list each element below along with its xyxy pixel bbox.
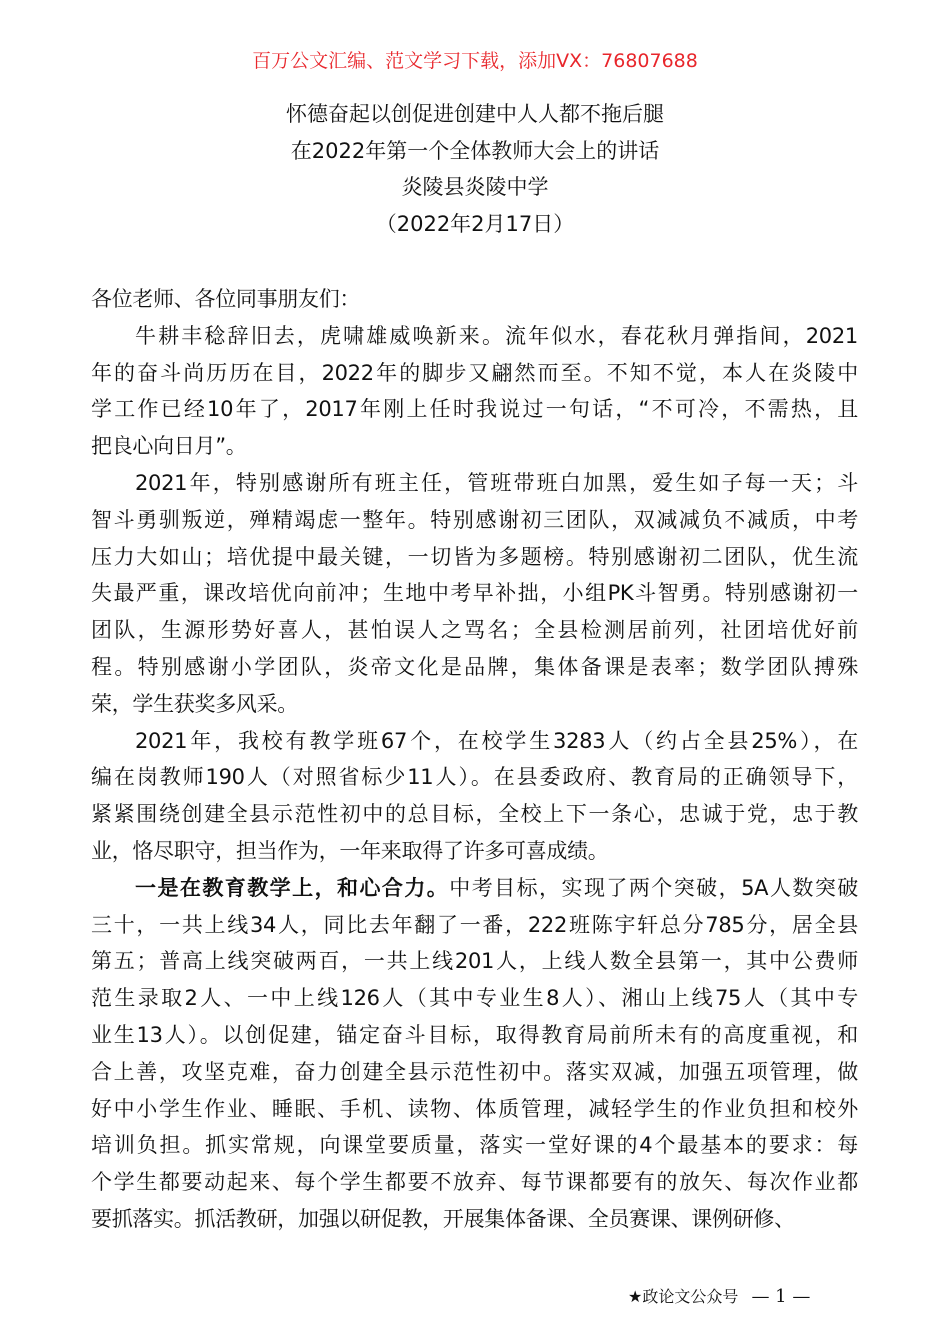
salutation: 各位老师、各位同事朋友们： <box>91 287 361 311</box>
text-line: 智斗勇驯叛逆，殚精竭虑一整年。特别感谢初三团队，双减减负不减质，中考 <box>91 507 858 532</box>
doc-author: 炎陵县炎陵中学 <box>401 175 549 199</box>
text-line: 牛耕丰稔辞旧去，虎啸雄威唤新来。流年似水，春花秋月弹指间，2021 <box>135 323 858 348</box>
doc-title: 怀德奋起以创促进创建中人人都不拖后腿 <box>286 102 664 126</box>
text-line: 合上善，攻坚克难，奋力创建全县示范性初中。落实双减，加强五项管理，做 <box>91 1059 858 1084</box>
text-line: 荣，学生获奖多风采。 <box>91 691 298 716</box>
text-line: 紧紧围绕创建全县示范性初中的总目标，全校上下一条心，忠诚于党，忠于教 <box>91 802 858 827</box>
page-footer <box>628 1284 810 1307</box>
text-line: 失最严重，课改培优向前冲；生地中考早补拙，小组PK斗智勇。特别感谢初一 <box>91 581 858 606</box>
page-number: — 1 — <box>751 1286 811 1307</box>
text-line: 业，恪尽职守，担当作为，一年来取得了许多可喜成绩。 <box>91 838 609 863</box>
text-line: 个学生都要动起来、每个学生都要不放弃、每节课都要有的放矢、每次作业都 <box>91 1170 858 1195</box>
text-line: 压力大如山；培优提中最关键，一切皆为多题榜。特别感谢初二团队，优生流 <box>91 544 858 569</box>
text-line: 编在岗教师190人（对照省标少11人）。在县委政府、教育局的正确领导下， <box>91 765 858 790</box>
text-line: 2021年，特别感谢所有班主任，管班带班白加黑，爱生如子每一天；斗 <box>135 470 858 495</box>
section-heading: 一是在教育教学上，和心合力。 <box>135 875 450 900</box>
paragraph <box>91 870 858 1238</box>
text-line: 三十，一共上线34人，同比去年翻了一番，222班陈宇轩总分785分，居全县 <box>91 912 858 937</box>
text-span: 中考目标，实现了两个突破，5A人数突破 <box>449 875 858 900</box>
text-line: 范生录取2人、一中上线126人（其中专业生8人）、湘山上线75人（其中专 <box>91 986 858 1011</box>
text-line: 第五；普高上线突破两百，一共上线201人，上线人数全县第一，其中公费师 <box>91 949 858 974</box>
text-line: 2021年，我校有教学班67个，在校学生3283人（约占全县25%），在 <box>135 728 858 753</box>
paragraph <box>91 465 858 723</box>
text-line: 程。特别感谢小学团队，炎帝文化是品牌，集体备课是表率；数学团队搏殊 <box>91 654 858 679</box>
text-line: 要抓落实。抓活教研，加强以研促教，开展集体备课、全员赛课、课例研修、 <box>91 1206 795 1231</box>
text-line: 把良心向日月”。 <box>91 434 247 459</box>
paragraph <box>91 318 858 465</box>
doc-subtitle: 在2022年第一个全体教师大会上的讲话 <box>290 139 660 163</box>
text-line: 年的奋斗尚历历在目，2022年的脚步又翩然而至。不知不觉，本人在炎陵中 <box>91 360 858 385</box>
paragraph <box>91 723 858 870</box>
text-line: 业生13人）。以创促建，锚定奋斗目标，取得教育局前所未有的高度重视，和 <box>91 1022 858 1047</box>
text-line: 团队，生源形势好喜人，甚怕误人之骂名；全县检测居前列，社团培优好前 <box>91 618 858 643</box>
watermark-banner: 百万公文汇编、范文学习下载，添加VX：76807688 <box>252 50 698 72</box>
footer-source: ★政论文公众号 <box>628 1287 739 1306</box>
text-line <box>91 870 858 907</box>
text-line: 学工作已经10年了，2017年刚上任时我说过一句话，“不可冷，不需热，且 <box>91 397 858 422</box>
doc-date: （2022年2月17日） <box>375 212 575 236</box>
text-line: 好中小学生作业、睡眠、手机、读物、体质管理，减轻学生的作业负担和校外 <box>91 1096 858 1121</box>
doc-body <box>91 281 858 1238</box>
text-line: 培训负担。抓实常规，向课堂要质量，落实一堂好课的4个最基本的要求：每 <box>91 1133 858 1158</box>
